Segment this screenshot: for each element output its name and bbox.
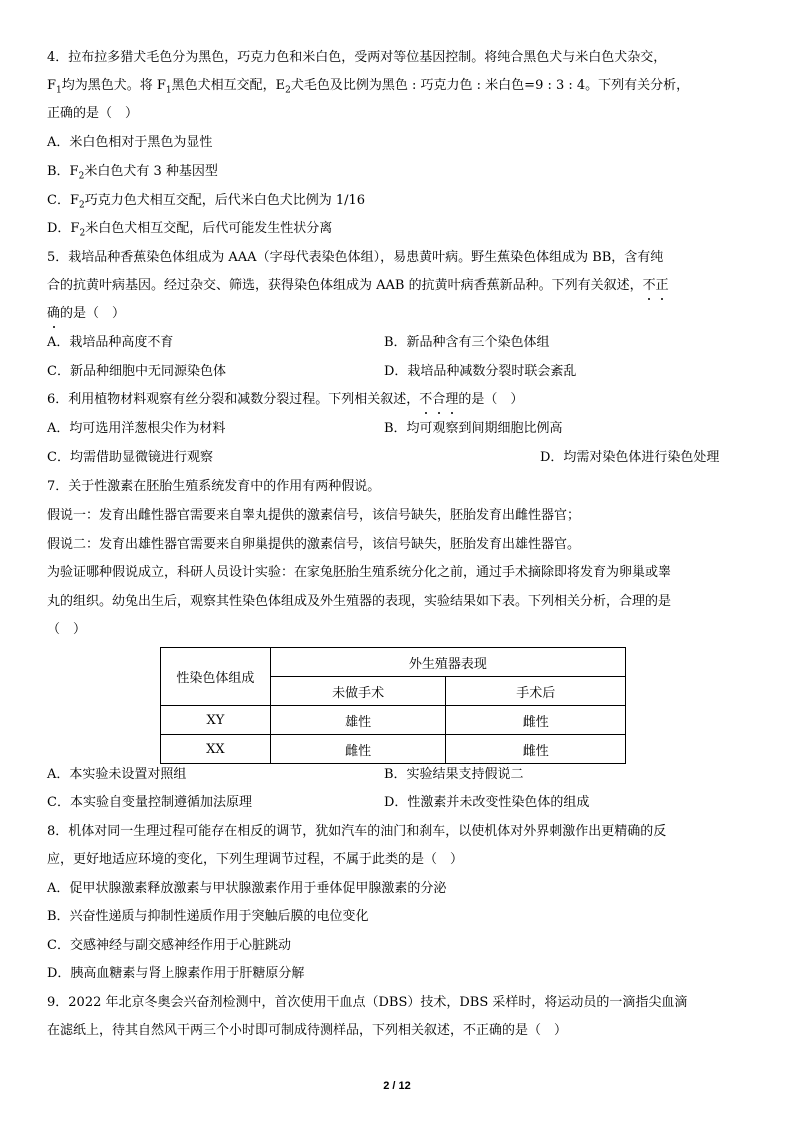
q6-option-b: B．均可观察到间期细胞比例高	[384, 421, 563, 436]
q8-option-a: A．促甲状腺激素释放激素与甲状腺激素作用于垂体促甲腺激素的分泌	[47, 881, 447, 896]
table-cell-no-surgery: 雌性	[270, 735, 446, 764]
table-cell-sex: XY	[161, 706, 271, 735]
table-row	[161, 735, 626, 764]
q9-stem-line-1: 9．2022 年北京冬奥会兴奋剂检测中，首次使用干血点（DBS）技术，DBS 采样时，将运动员的一滴指尖血滴	[47, 995, 688, 1010]
q7-stem-line-4: 为验证哪种假说成立，科研人员设计实验：在家兔胚胎生殖系统分化之前，通过手术摘除即将发育为卵巢或睾	[47, 565, 672, 580]
table-cell-after: 雌性	[446, 706, 626, 735]
q7-option-d: D．性激素并未改变性染色体的组成	[384, 795, 590, 810]
q8-stem-line-2: 应，更好地适应环境的变化，下列生理调节过程，不属于此类的是（ ）	[47, 852, 464, 867]
q8-option-b: B．兴奋性递质与抑制性递质作用于突触后膜的电位变化	[47, 909, 369, 924]
emphasis-dot-text: 合	[432, 390, 445, 410]
emphasis-dot-text: 不	[643, 276, 656, 296]
emphasis-dot-text: 正	[656, 276, 669, 296]
q5-option-b: B．新品种含有三个染色体组	[384, 335, 550, 350]
q4-option-c: C．$F_2$巧克力色犬相互交配，后代米白色犬比例为 1/16	[47, 193, 366, 211]
q4-stem-line-2: $F_1$均为黑色犬。将 $F_1$黑色犬相互交配，$E_2$犬毛色及比例为黑色 : 巧克力色 : 米白色=9 : 3 : 4。下列有关分析，	[47, 78, 690, 96]
q8-option-d: D．胰高血糖素与肾上腺素作用于肝糖原分解	[47, 966, 305, 981]
table-header-sex-chromosome: 性染色体组成	[161, 648, 271, 706]
q4-stem-line-3: 正确的是（ ）	[47, 106, 139, 121]
table-header-after-surgery: 手术后	[446, 677, 626, 706]
q7-option-b: B．实验结果支持假说二	[384, 767, 524, 782]
q5-option-c: C．新品种细胞中无同源染色体	[47, 364, 226, 379]
q4-option-b: B．$F_2$米白色犬有 3 种基因型	[47, 164, 218, 182]
q6-option-d: D．均需对染色体进行染色处理	[540, 450, 720, 465]
table-row	[161, 706, 626, 735]
q7-hypothesis-1: 假说一：发育出雌性器官需要来自睾丸提供的激素信号，该信号缺失，胚胎发育出雌性器官；	[47, 508, 581, 523]
q8-stem-line-1: 8．机体对同一生理过程可能存在相反的调节，犹如汽车的油门和刹车，以使机体对外界刺激作出更精确的反	[47, 824, 667, 839]
table-cell-no-surgery: 雄性	[270, 706, 446, 735]
emphasis-dot-text: 确	[47, 304, 60, 324]
table-header-external-genitalia: 外生殖器表现	[270, 648, 625, 677]
q5-stem-line-1: 5．栽培品种香蕉染色体组成为 AAA（字母代表染色体组），易患黄叶病。野生蕉染色体组成为 BB，含有纯	[47, 250, 664, 265]
q7-hypothesis-2: 假说二：发育出雄性器官需要来自卵巢提供的激素信号，该信号缺失，胚胎发育出雄性器官。	[47, 537, 581, 552]
table-header-no-surgery: 未做手术	[270, 677, 446, 706]
q7-stem-line-5: 丸的组织。幼兔出生后，观察其性染色体组成及外生殖器的表现，实验结果如下表。下列相关分析，合理的是	[47, 594, 672, 609]
q4-option-a: A．米白色相对于黑色为显性	[47, 135, 213, 150]
q5-option-d: D．栽培品种减数分裂时联会紊乱	[384, 364, 577, 379]
q5-option-a: A．栽培品种高度不育	[47, 335, 174, 350]
results-table	[160, 647, 626, 764]
q5-stem-line-2: 合的抗黄叶病基因。经过杂交、筛选，获得染色体组成为 AAB 的抗黄叶病香蕉新品种。下列有关叙述，不正	[47, 276, 669, 296]
q6-stem: 6．利用植物材料观察有丝分裂和减数分裂过程。下列相关叙述，不合理的是（ ）	[47, 390, 523, 410]
q4-stem-line-1: 4．拉布拉多猎犬毛色分为黑色，巧克力色和米白色，受两对等位基因控制。将纯合黑色犬与米白色犬杂交，	[47, 50, 667, 65]
page-number: 2 / 12	[383, 1080, 411, 1092]
emphasis-dot-text: 不	[419, 390, 432, 410]
q7-stem-line-6: （ ）	[47, 622, 87, 637]
emphasis-dot-text: 理	[445, 390, 458, 410]
q7-stem-line-1: 7．关于性激素在胚胎生殖系统发育中的作用有两种假说。	[47, 479, 381, 494]
q9-stem-line-2: 在滤纸上，待其自然风干两三个小时即可制成待测样品，下列相关叙述，不正确的是（ ）	[47, 1023, 568, 1038]
q6-option-c: C．均需借助显微镜进行观察	[47, 450, 213, 465]
table-cell-sex: XX	[161, 735, 271, 764]
q7-option-c: C．本实验自变量控制遵循加法原理	[47, 795, 252, 810]
q5-stem-line-3: 确的是（ ）	[47, 304, 125, 324]
q8-option-c: C．交感神经与副交感神经作用于心脏跳动	[47, 938, 291, 953]
q6-option-a: A．均可选用洋葱根尖作为材料	[47, 421, 226, 436]
q7-option-a: A．本实验未设置对照组	[47, 767, 187, 782]
table-cell-after: 雌性	[446, 735, 626, 764]
q4-option-d: D．$F_2$米白色犬相互交配，后代可能发生性状分离	[47, 221, 333, 239]
